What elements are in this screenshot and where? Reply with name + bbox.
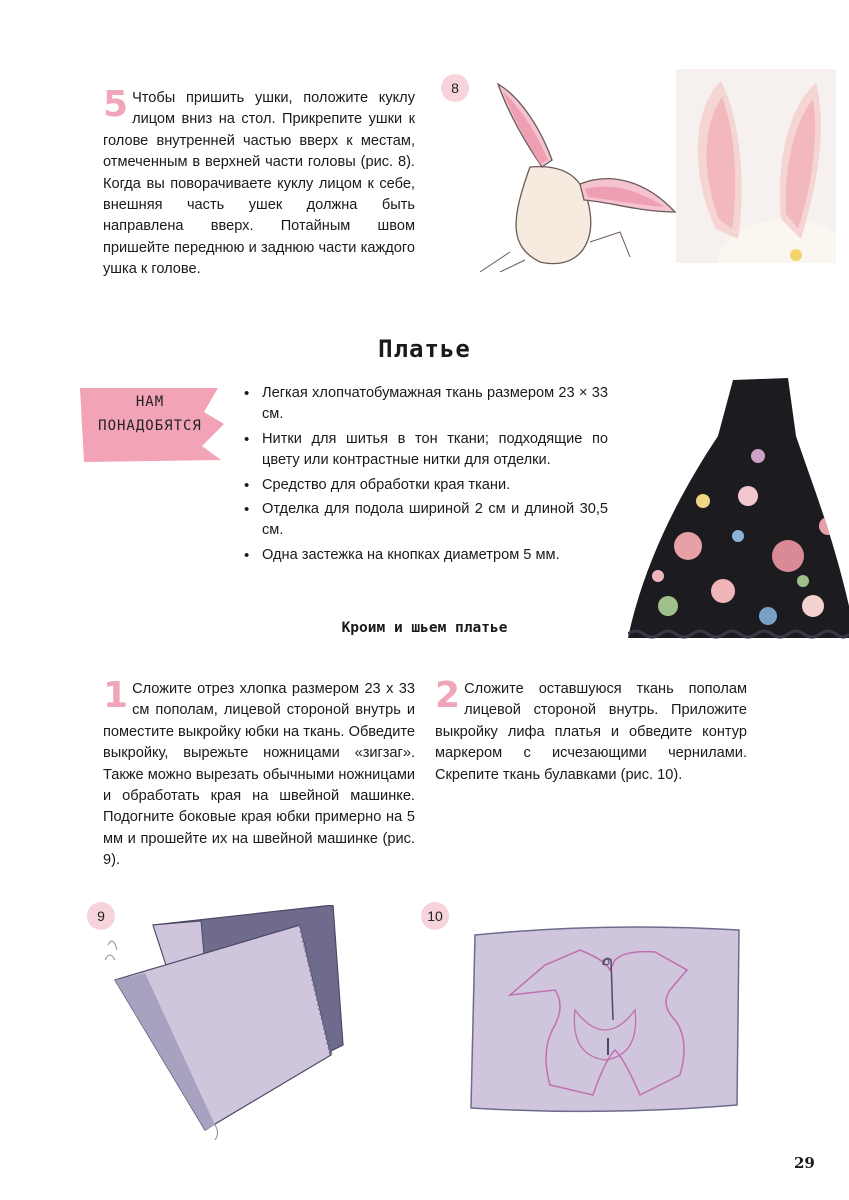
folded-skirt-fabric-illustration [105,905,365,1140]
step-2-paragraph [435,675,747,786]
step-2-text: Сложите оставшуюся ткань пополам лицевой стороной внутрь. Приложите выкройку лифа платья и обведите контур маркером с исчезающими чернилами. Скрепите ткань булавками (рис. 10). [435,681,747,783]
materials-item: • Одна застежка на кнопках диаметром 5 мм. [240,545,608,566]
bodice-pattern-illustration [465,920,745,1120]
step-5-text: Чтобы пришить ушки, положите куклу лицом вниз на стол. Прикрепите ушки к голове внутренней частью вверх к местам, отмеченным в верхней части головы (рис. 8). Когда вы поворачиваете куклу лицом к себе, внешняя часть ушек должна быть направлена вверх. Потайным швом пришейте переднюю и заднюю части каждого ушка к голове. [103,90,415,278]
step-5-paragraph [103,84,415,281]
step-number: 1 [103,675,129,716]
materials-item: • Легкая хлопчатобумажная ткань размером 23 × 33 см. [240,383,608,426]
floral-dress-photo [628,376,849,641]
dress-subtitle: Кроим и шьем платье [341,620,508,636]
dress-title: Платье [378,335,471,363]
step-1-block [103,675,415,872]
materials-item: • Нитки для шитья в тон ткани; подходящие по цвету или контрастные нитки для отделки. [240,429,608,472]
step-1-paragraph [103,675,415,872]
banner-line-2: ПОНАДОБЯТСЯ [98,418,202,434]
figure-number-label: 9 [97,908,105,924]
figure-10-number [421,902,449,930]
materials-list-block [240,383,608,569]
figure-8-number [441,74,469,102]
materials-item: • Отделка для подола шириной 2 см и длиной 30,5 см. [240,499,608,542]
step-number: 2 [435,675,461,716]
figure-number-label: 8 [451,80,459,96]
step-5-block [103,84,415,281]
materials-list [240,383,608,566]
step-2-block [435,675,747,786]
bunny-ears-shape [676,69,836,263]
materials-item: • Средство для обработки края ткани. [240,475,608,496]
ear-attachment-illustration [470,72,680,272]
figure-number-label: 10 [427,908,443,924]
step-1-text: Сложите отрез хлопка размером 23 х 33 см пополам, лицевой стороной внутрь и поместите выкройку юбки на ткань. Обведите выкройку, вырежьте ножницами «зигзаг». Также можно вырезать обычными ножницами и обработать края на швейной машинке. Подогните боковые края юбки примерно на 5 мм и прошейте их на швейной машинке (рис. 9). [103,681,415,869]
bunny-ears-photo [676,69,836,263]
banner-line-1: НАМ [135,394,165,410]
materials-banner-label [80,390,220,438]
page-number: 29 [794,1154,815,1172]
step-number: 5 [103,84,129,125]
